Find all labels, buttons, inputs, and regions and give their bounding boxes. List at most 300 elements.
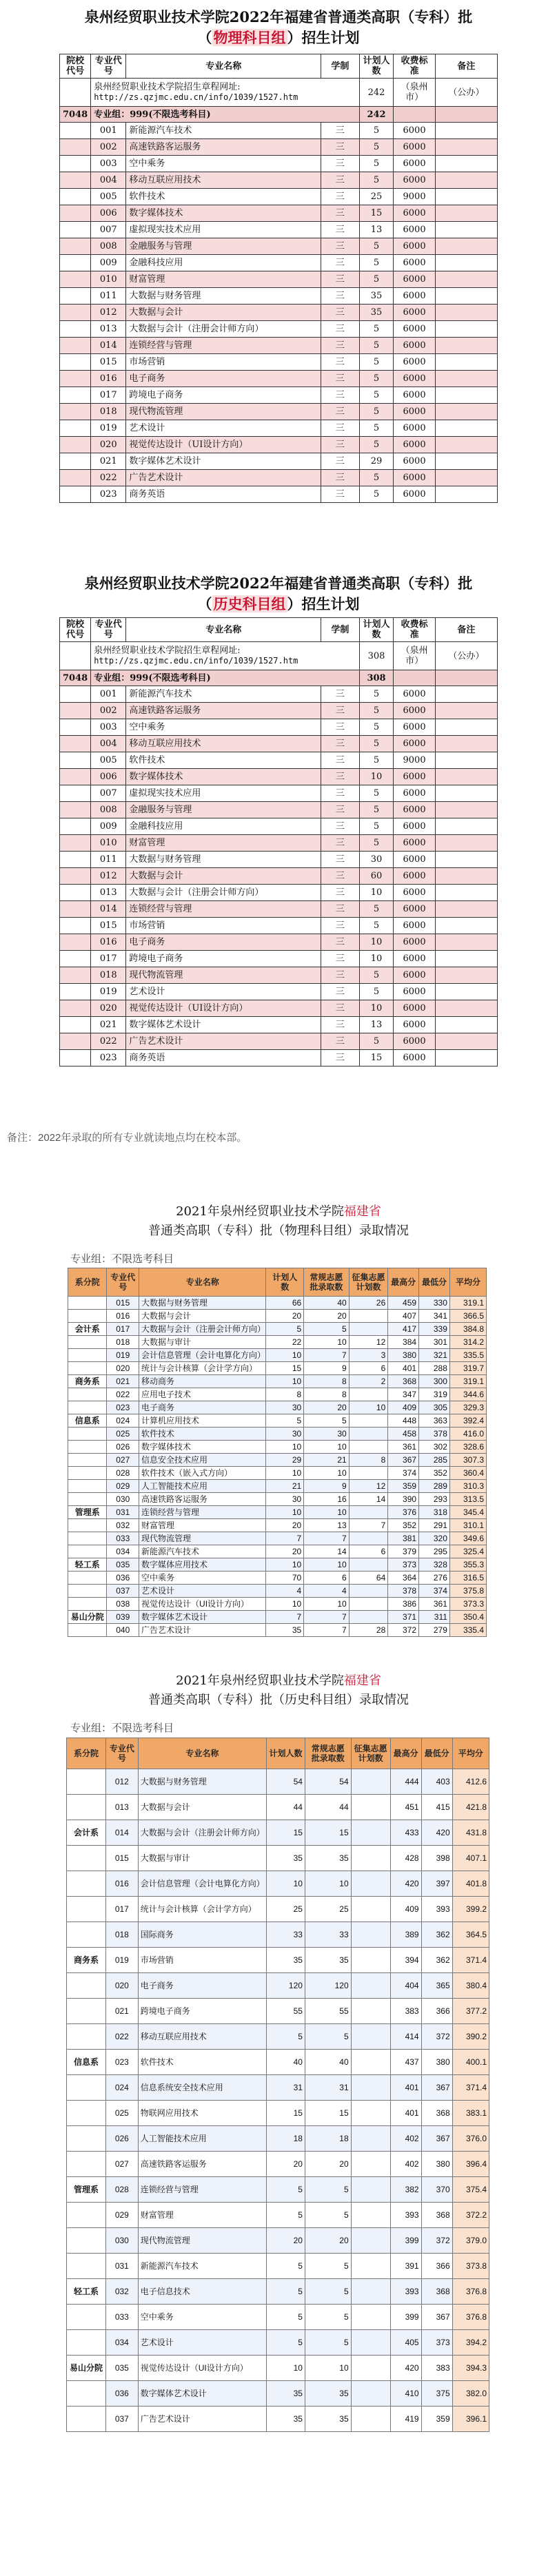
department-cell [67,1922,106,1948]
regular-admit-cell: 10 [305,1871,351,1897]
max-score-cell: 389 [390,1922,421,1948]
table-row [68,1297,487,1310]
major-code-cell: 027 [105,2152,138,2177]
fee-cell: 6000 [394,769,435,785]
fee-cell: 6000 [394,238,435,255]
major-code-cell: 012 [105,1769,138,1795]
min-score-cell: 305 [419,1401,450,1414]
duration-cell: 三 [321,238,359,255]
table-row [68,1585,487,1598]
supplement-plan-cell [351,2177,390,2203]
major-name-cell: 大数据与审计 [138,1846,266,1871]
major-code-cell: 028 [105,2177,138,2203]
max-score-cell: 409 [390,1897,421,1922]
school-code-cell [60,305,91,321]
plan-count-cell: 5 [359,686,394,703]
remark-cell [435,321,497,338]
fee-cell: 6000 [394,338,435,354]
school-code-cell [60,868,91,885]
school-row [60,642,498,670]
table-row [68,1349,487,1362]
department-cell [67,1897,106,1922]
supplement-plan-cell [349,1611,388,1624]
max-score-cell: 419 [390,2407,421,2432]
max-score-cell: 372 [388,1624,419,1637]
fee-cell: 6000 [394,835,435,852]
header-cell: 征集志愿计划数 [349,1268,388,1297]
group-fee-cell [394,670,435,686]
school-code-cell [60,1017,91,1033]
supplement-plan-cell [351,1922,390,1948]
remark-cell [435,1033,497,1050]
duration-cell: 三 [321,156,359,172]
major-code-cell: 036 [105,2381,138,2407]
supplement-plan-cell: 28 [349,1624,388,1637]
header-cell: 常规志愿批录取数 [304,1268,350,1297]
remark-cell [435,1017,497,1033]
table-row [60,852,498,868]
major-name-cell: 空中乘务 [139,1572,266,1585]
table-row [60,1000,498,1017]
remark-cell [435,470,497,486]
plan-count-cell: 15 [267,2101,305,2126]
plan-count-cell: 35 [359,305,394,321]
school-code-cell [60,486,91,503]
school-charter-link[interactable]: http://zs.qzjmc.edu.cn/info/1039/1527.htm [94,656,298,666]
plan-count-cell: 44 [267,1795,305,1820]
plan-count-cell: 5 [359,238,394,255]
plan-count-cell: 31 [267,2075,305,2101]
department-cell [67,1846,106,1871]
duration-cell: 三 [321,437,359,453]
duration-cell: 三 [321,255,359,271]
plan-history-title-line1: 泉州经贸职业技术学院2022年福建省普通类高职（专科）批 [84,575,473,592]
group-row [60,670,498,686]
plan-count-cell: 5 [359,818,394,835]
major-name-cell: 空中乘务 [126,156,321,172]
plan-count-cell: 13 [359,222,394,238]
table-row [68,1598,487,1611]
major-name-cell: 大数据与会计（注册会计师方向） [126,885,321,901]
duration-cell: 三 [321,736,359,752]
school-code-cell [60,835,91,852]
major-name-cell: 统计与会计核算（会计学方向） [139,1362,266,1375]
regular-admit-cell: 120 [305,1973,351,1999]
max-score-cell: 359 [388,1480,419,1493]
major-name-cell: 财富管理 [126,835,321,852]
table-row [60,139,498,156]
plan-count-cell: 5 [359,901,394,918]
header-row [60,54,498,79]
plan-count-cell: 7 [266,1611,304,1624]
department-cell [67,2152,106,2177]
table-row [67,2024,489,2050]
supplement-plan-cell [349,1558,388,1572]
table-row [60,719,498,736]
school-code-cell [60,222,91,238]
school-code-cell [60,769,91,785]
major-name-cell: 大数据与会计 [126,305,321,321]
major-name-cell: 视觉传达设计（UI设计方向） [138,2356,266,2381]
max-score-cell: 437 [390,2050,421,2075]
fee-cell: 6000 [394,205,435,222]
school-code-cell [60,984,91,1000]
regular-admit-cell: 18 [305,2126,351,2152]
remark-cell [435,255,497,271]
major-code-cell: 039 [107,1611,139,1624]
major-code-cell: 008 [91,238,126,255]
remark-cell [435,934,497,951]
major-name-cell: 大数据与会计 [126,868,321,885]
major-name-cell: 统计与会计核算（会计学方向） [138,1897,266,1922]
max-score-cell: 391 [390,2254,421,2279]
table-row [60,470,498,486]
department-cell: 会计系 [68,1323,107,1336]
group-row [60,107,498,123]
department-cell [68,1454,107,1467]
avg-score-cell: 394.2 [452,2330,489,2356]
table-row [60,835,498,852]
min-score-cell: 368 [421,2203,452,2228]
school-code-cell [60,1000,91,1017]
table-row [67,1795,489,1820]
major-name-cell: 物联网应用技术 [138,2101,266,2126]
major-name-cell: 移动互联应用技术 [138,2024,266,2050]
remark-cell [435,719,497,736]
school-charter-link[interactable]: http://zs.qzjmc.edu.cn/info/1039/1527.htm [94,92,298,102]
plan-count-cell: 20 [266,1545,304,1558]
header-cell: 专业代号 [107,1268,139,1297]
fee-cell: 6000 [394,885,435,901]
max-score-cell: 420 [390,2356,421,2381]
plan-count-cell: 10 [266,1467,304,1480]
major-name-cell: 数字媒体艺术设计 [126,1017,321,1033]
plan-count-cell: 5 [267,2305,305,2330]
school-code-cell [60,967,91,984]
fee-cell: 6000 [394,703,435,719]
max-score-cell: 347 [388,1388,419,1401]
fee-cell: 6000 [394,420,435,437]
remark-cell [435,835,497,852]
avg-score-cell: 383.1 [452,2101,489,2126]
table-row [67,2177,489,2203]
plan-count-cell: 35 [267,2381,305,2407]
max-score-cell: 405 [390,2330,421,2356]
max-score-cell: 428 [390,1846,421,1871]
major-code-cell: 023 [105,2050,138,2075]
fee-cell: 6000 [394,785,435,802]
plan-count-cell: 5 [359,752,394,769]
plan-count-cell: 5 [359,918,394,934]
plan-count-cell: 35 [266,1624,304,1637]
school-code-cell [60,139,91,156]
major-name-cell: 移动商务 [139,1375,266,1388]
plan-count-cell: 20 [266,1310,304,1323]
regular-admit-cell: 4 [304,1585,350,1598]
supplement-plan-cell [351,2279,390,2305]
regular-admit-cell: 35 [305,2407,351,2432]
department-cell [68,1493,107,1506]
max-score-cell: 379 [388,1545,419,1558]
plan-count-cell: 10 [266,1506,304,1519]
table-row [68,1401,487,1414]
max-score-cell: 407 [388,1310,419,1323]
plan-count-cell: 5 [267,2024,305,2050]
supplement-plan-cell [351,2381,390,2407]
table-row [60,951,498,967]
supplement-plan-cell: 8 [349,1454,388,1467]
table-row [68,1362,487,1375]
max-score-cell: 402 [390,2152,421,2177]
plan-count-cell: 5 [359,354,394,371]
max-score-cell: 451 [390,1795,421,1820]
plan-count-cell: 66 [266,1297,304,1310]
regular-admit-cell: 13 [304,1519,350,1532]
plan-count-cell: 10 [266,1441,304,1454]
avg-score-cell: 325.4 [449,1545,486,1558]
regular-admit-cell: 40 [304,1297,350,1310]
department-cell [68,1349,107,1362]
major-name-cell: 信息安全技术应用 [139,1454,266,1467]
major-name-cell: 跨境电子商务 [126,387,321,404]
min-score-cell: 319 [419,1388,450,1401]
major-name-cell: 大数据与会计（注册会计师方向） [126,321,321,338]
major-code-cell: 016 [105,1871,138,1897]
max-score-cell: 401 [390,2101,421,2126]
min-score-cell: 372 [421,2228,452,2254]
table-row [60,453,498,470]
table-row [60,1017,498,1033]
plan-count-cell: 55 [267,1999,305,2024]
major-name-cell: 计算机应用技术 [139,1414,266,1428]
supplement-plan-cell [349,1441,388,1454]
table-row [60,420,498,437]
department-cell: 管理系 [68,1506,107,1519]
major-name-cell: 数字媒体艺术设计 [139,1611,266,1624]
header-cell: 计划人数 [267,1738,305,1769]
department-cell [68,1624,107,1637]
regular-admit-cell: 8 [304,1388,350,1401]
min-score-cell: 403 [421,1769,452,1795]
school-code-cell [60,255,91,271]
header-cell: 系分院 [67,1738,106,1769]
plan-count-cell: 4 [266,1585,304,1598]
group-note-cell [435,107,497,123]
major-name-cell: 商务英语 [126,1050,321,1067]
department-cell: 商务系 [68,1375,107,1388]
max-score-cell: 410 [390,2381,421,2407]
min-score-cell: 397 [421,1871,452,1897]
department-cell [68,1362,107,1375]
avg-score-cell: 366.5 [449,1310,486,1323]
major-code-cell: 005 [91,189,126,205]
min-score-cell: 276 [419,1572,450,1585]
group-name-cell: 专业组：999(不限选考科目) [91,670,359,686]
major-code-cell: 014 [105,1820,138,1846]
duration-cell: 三 [321,1017,359,1033]
plan-count-cell: 5 [359,703,394,719]
group-total-cell: 308 [359,670,394,686]
min-score-cell: 370 [421,2177,452,2203]
major-name-cell: 市场营销 [126,354,321,371]
plan-count-cell: 54 [267,1769,305,1795]
school-total-cell: 308 [359,642,394,670]
supplement-plan-cell [349,1532,388,1545]
remark-cell [435,802,497,818]
avg-score-cell: 377.2 [452,1999,489,2024]
duration-cell: 三 [321,1000,359,1017]
avg-score-cell: 373.3 [449,1598,486,1611]
avg-score-cell: 364.5 [452,1922,489,1948]
fee-cell: 6000 [394,901,435,918]
header-cell: 计划人数 [359,618,394,642]
plan-count-cell: 20 [266,1519,304,1532]
table-row [60,934,498,951]
department-cell [68,1519,107,1532]
remark-cell [435,271,497,288]
plan-count-cell: 40 [267,2050,305,2075]
duration-cell: 三 [321,901,359,918]
regular-admit-cell: 7 [304,1611,350,1624]
table-row [67,1948,489,1973]
major-code-cell: 018 [91,404,126,420]
school-code-cell [60,437,91,453]
table-row [67,2126,489,2152]
major-name-cell: 金融服务与管理 [126,238,321,255]
department-cell: 会计系 [67,1820,106,1846]
header-cell: 院校代号 [60,618,91,642]
regular-admit-cell: 5 [305,2330,351,2356]
major-code-cell: 002 [91,703,126,719]
major-name-cell: 现代物流管理 [126,967,321,984]
plan-history-title-tail: 招生计划 [301,595,360,612]
plan-count-cell: 5 [359,371,394,387]
major-name-cell: 艺术设计 [139,1585,266,1598]
regular-admit-cell: 33 [305,1922,351,1948]
major-code-cell: 019 [91,984,126,1000]
major-code-cell: 036 [107,1572,139,1585]
table-row [67,1846,489,1871]
min-score-cell: 320 [419,1532,450,1545]
min-score-cell: 368 [421,2279,452,2305]
duration-cell: 三 [321,703,359,719]
major-name-cell: 会计信息管理（会计电算化方向） [139,1349,266,1362]
supplement-plan-cell [351,1973,390,1999]
min-score-cell: 420 [421,1820,452,1846]
avg-score-cell: 355.3 [449,1558,486,1572]
table-row [60,238,498,255]
supplement-plan-cell [351,1999,390,2024]
plan-count-cell: 5 [359,736,394,752]
regular-admit-cell: 54 [305,1769,351,1795]
duration-cell: 三 [321,139,359,156]
avg-score-cell: 319.1 [449,1297,486,1310]
regular-admit-cell: 20 [305,2228,351,2254]
avg-score-cell: 310.1 [449,1519,486,1532]
plan-count-cell: 5 [359,172,394,189]
supplement-plan-cell [351,1871,390,1897]
remark-cell [435,453,497,470]
fee-cell: 6000 [394,123,435,139]
remark-cell [435,868,497,885]
remark-cell [435,752,497,769]
major-code-cell: 007 [91,785,126,802]
school-code-cell [60,1033,91,1050]
remark-cell [435,785,497,802]
min-score-cell: 293 [419,1493,450,1506]
supplement-plan-cell: 12 [349,1480,388,1493]
group-code-cell: 7048 [60,107,91,123]
table-row [60,967,498,984]
major-name-cell: 跨境电子商务 [138,1999,266,2024]
max-score-cell: 458 [388,1428,419,1441]
major-name-cell: 财富管理 [138,2203,266,2228]
header-cell: 学制 [321,618,359,642]
max-score-cell: 384 [388,1336,419,1349]
avg-score-cell: 412.6 [452,1769,489,1795]
avg-score-cell: 375.8 [449,1585,486,1598]
table-row [67,2254,489,2279]
regular-admit-cell: 15 [305,1820,351,1846]
adm-history-subtitle: 专业组：不限选考科目 [70,1722,174,1734]
plan-count-cell: 5 [359,785,394,802]
remark-cell [435,984,497,1000]
min-score-cell: 398 [421,1846,452,1871]
duration-cell: 三 [321,984,359,1000]
min-score-cell: 363 [419,1414,450,1428]
supplement-plan-cell [351,2305,390,2330]
avg-score-cell: 316.5 [449,1572,486,1585]
fee-cell: 6000 [394,868,435,885]
school-code-cell [60,736,91,752]
school-code-cell [60,686,91,703]
major-code-cell: 034 [105,2330,138,2356]
fee-cell: 6000 [394,486,435,503]
min-score-cell: 366 [421,2254,452,2279]
supplement-plan-cell [351,2024,390,2050]
max-score-cell: 374 [388,1467,419,1480]
major-name-cell: 人工智能技术应用 [139,1480,266,1493]
duration-cell: 三 [321,453,359,470]
regular-admit-cell: 5 [305,2203,351,2228]
plan-count-cell: 5 [266,1414,304,1428]
supplement-plan-cell: 3 [349,1349,388,1362]
major-name-cell: 视觉传达设计（UI设计方向） [126,437,321,453]
table-row [60,703,498,719]
plan-count-cell: 29 [359,453,394,470]
table-row [60,371,498,387]
fee-cell: 6000 [394,1017,435,1033]
major-name-cell: 现代物流管理 [138,2228,266,2254]
school-code-cell [60,642,91,670]
min-score-cell: 368 [421,2101,452,2126]
group-note-cell [435,670,497,686]
major-code-cell: 016 [91,934,126,951]
major-name-cell: 电子商务 [126,371,321,387]
major-code-cell: 033 [105,2305,138,2330]
remark-cell [435,222,497,238]
supplement-plan-cell: 12 [349,1336,388,1349]
major-code-cell: 017 [91,951,126,967]
department-cell [68,1388,107,1401]
max-score-cell: 386 [388,1598,419,1611]
remark-cell [435,189,497,205]
max-score-cell: 399 [390,2228,421,2254]
major-code-cell: 019 [105,1948,138,1973]
fee-cell: 6000 [394,139,435,156]
major-name-cell: 移动互联应用技术 [126,172,321,189]
table-row [60,686,498,703]
